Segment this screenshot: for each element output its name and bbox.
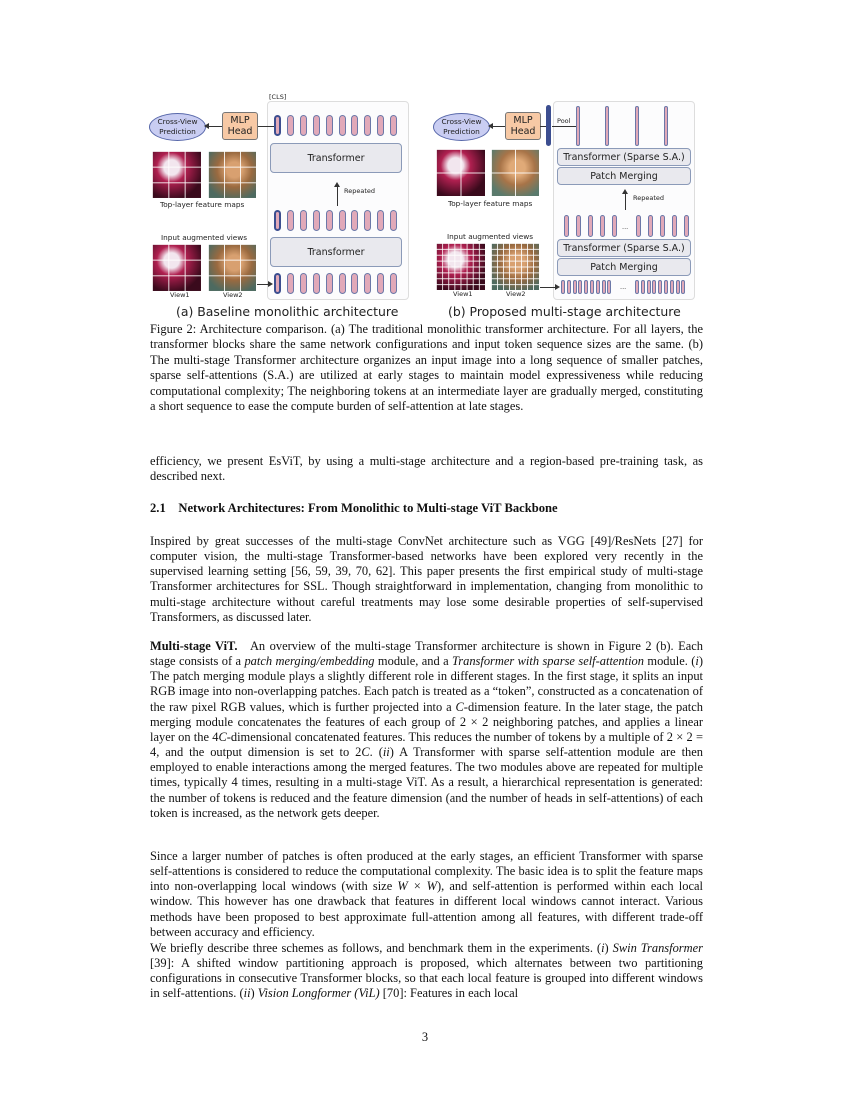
cls-token (274, 115, 281, 136)
token (339, 115, 346, 136)
token (561, 280, 565, 294)
mlp-head-box: MLP Head (222, 112, 258, 140)
text-segment: An overview of the multi-stage Transformer architecture is shown in Figure 2 (b). Each stage consists of a (150, 639, 704, 669)
cls-connector (258, 126, 274, 127)
emphasis-text: W × W (397, 879, 437, 894)
token (390, 115, 397, 136)
paragraph-intro (150, 454, 703, 484)
token (351, 115, 358, 136)
token (287, 273, 294, 294)
text-segment: Since a larger number of patches is often produced at the early stages, an efficient Transformer with sparse self-attentions is considered to reduce the computational complexity. The basic idea is to split the feature maps into non-overlapping local windows (with size (150, 849, 703, 894)
text-segment: ) (250, 986, 258, 1001)
repeated-arrow (337, 186, 338, 206)
arrowhead-up-icon (334, 182, 340, 187)
token (578, 280, 582, 294)
section-title: Network Architectures: From Monolithic to Multi-stage ViT Backbone (178, 501, 558, 515)
input-views-label: Input augmented views (447, 232, 534, 241)
emphasis-text: C (218, 729, 227, 744)
token (326, 115, 333, 136)
token (339, 273, 346, 294)
paragraph-inspired (150, 534, 703, 625)
token (326, 273, 333, 294)
token (596, 280, 600, 294)
pooled-token-bar (546, 105, 551, 146)
emphasis-text: patch merging/embedding (244, 654, 375, 669)
text-segment: Inspired by great successes of the multi-stage ConvNet architecture such as VGG [49]/ResNets [27] for computer vision, the multi-stage Transformer-based networks have been explored very recently in the supervised learning setting [56, 59, 39, 70, 62]. This paper presents the first empirical study of multi-stage Transformer architectures for SSL. Though straightforward in implementation, changing from monolithic to multi-stage architecture without careful treatments may lose some desirable properties of self-supervised Transformers, as discussed later. (150, 534, 703, 624)
transformer-block-top: Transformer (270, 143, 402, 173)
token (364, 115, 371, 136)
token (573, 280, 577, 294)
input-arrow (540, 287, 556, 288)
text-segment: [70]: Features in each local (379, 986, 519, 1001)
text-segment: module. ( (644, 654, 696, 669)
token (607, 280, 611, 294)
token (377, 210, 384, 231)
patch-grid-overlay (436, 243, 485, 290)
input-view2-image (491, 243, 539, 290)
ellipsis-bottom: ... (620, 283, 627, 291)
repeated-arrow (625, 193, 626, 210)
patch-grid-overlay (208, 244, 256, 291)
token (364, 210, 371, 231)
cls-label: [CLS] (269, 93, 287, 101)
transformer-block-bottom: Transformer (270, 237, 402, 267)
token (670, 280, 674, 294)
token (664, 280, 668, 294)
mlp-head-box: MLP Head (505, 112, 541, 140)
cross-view-prediction-node: Cross-View Prediction (149, 113, 206, 141)
emphasis-text: C (455, 699, 464, 714)
cross-view-prediction-node: Cross-View Prediction (433, 113, 490, 141)
text-segment: ) A Transformer with sparse self-attention module are then employed to enable interactions among the merged features. The two modules above are repeated for multiple times, typically 4 times, resulting in a multi-stage ViT. As a result, a hierarchical representation is generated: the number of tokens is reduced and the feature dimension (and the number of heads in self-attentions) of each token is increased, as the network gets deeper. (150, 745, 703, 820)
patch-merging-block-bottom: Patch Merging (557, 258, 691, 276)
emphasis-text: ii (243, 986, 251, 1001)
text-segment: We briefly describe three schemes as follows, and benchmark them in the experiments. ( (150, 941, 602, 955)
token (576, 215, 581, 237)
paragraph-schemes (150, 941, 703, 1002)
emphasis-text: C (361, 745, 370, 760)
token (635, 280, 639, 294)
token (652, 280, 656, 294)
token (313, 115, 320, 136)
token (584, 280, 588, 294)
patch-grid-overlay (152, 151, 201, 198)
patch-merging-block-top: Patch Merging (557, 167, 691, 185)
token (390, 210, 397, 231)
token (377, 273, 384, 294)
view1-label: View1 (170, 291, 190, 299)
text-segment: ) The patch merging module plays a slightly different role in different stages. In the first stage, it splits an input RGB image into non-overlapping patches. Each patch is treated as a “token”, constructed as a concatenation of the raw pixel RGB values, which is further projected into a (150, 654, 703, 714)
token (590, 280, 594, 294)
token (576, 106, 580, 146)
token (300, 210, 307, 231)
text-segment: [39]: A shifted window partitioning approach is proposed, which alternates between two partitioning configurations in consecutive Transformer blocks, so that each local feature is grouped into different windows in self-attentions. ( (150, 956, 703, 1001)
token (605, 106, 609, 146)
token (326, 210, 333, 231)
arrowhead-icon (268, 281, 273, 287)
patch-grid-overlay (436, 149, 485, 196)
repeated-label: Repeated (344, 187, 376, 195)
transformer-sparse-block-top: Transformer (Sparse S.A.) (557, 148, 691, 166)
text-segment: . ( (369, 745, 383, 760)
subcaption-b: (b) Proposed multi-stage architecture (448, 304, 681, 319)
token (564, 215, 569, 237)
view2-label: View2 (506, 290, 526, 298)
text-segment: -dimensional concatenated features. This reduces the number of tokens by a multiple of 2 × 2 = 4, and the output dimension is set to 2 (150, 729, 703, 760)
arrowhead-icon (488, 123, 493, 129)
token (364, 273, 371, 294)
token (300, 115, 307, 136)
figure-caption: Figure 2: Architecture comparison. (a) The traditional monolithic transformer architecture. For all layers, the transformer blocks share the same network configurations and input token sequence sizes are the same. (b) The multi-stage Transformer architecture organizes an input image into a long sequence of smaller patches, sparse self-attentions (S.A.) are utilized at early stages to maintain model expressiveness while reducing computational complexity; The neighboring tokens at an intermediate layer are gradually merged, constituting a short sequence to ease the compute burden of self-attention at late stages. (150, 322, 703, 414)
feature-map-view2-image (208, 151, 256, 198)
top-layer-label: Top-layer feature maps (448, 199, 533, 208)
patch-grid-overlay (208, 151, 256, 198)
token (664, 106, 668, 146)
page-number: 3 (421, 1030, 429, 1044)
token (635, 106, 639, 146)
emphasis-text: i (601, 941, 605, 955)
section-number: 2.1 (150, 501, 166, 515)
text-segment: ) (604, 941, 613, 955)
token (660, 215, 665, 237)
token (684, 215, 689, 237)
emphasis-text: i (695, 654, 699, 669)
text-segment: ), and self-attention is performed within each local window. This however has one drawback that features in different local windows cannot interact. Various methods have been proposed to best approximate full-attention among all features, with different trade-off between accuracy and efficiency. (150, 879, 703, 939)
arrowhead-up-icon (622, 189, 628, 194)
paragraph-multistage-vit (150, 639, 703, 821)
feature-map-view1-image (436, 149, 485, 196)
emphasis-text: Transformer with sparse self-attention (452, 654, 644, 669)
ellipsis-mid: ... (622, 223, 629, 231)
token (672, 215, 677, 237)
token (612, 215, 617, 237)
token (390, 273, 397, 294)
view2-label: View2 (223, 291, 243, 299)
token (676, 280, 680, 294)
paragraph-sparse-attention (150, 849, 703, 940)
token (339, 210, 346, 231)
input-views-label: Input augmented views (161, 233, 248, 242)
token (351, 273, 358, 294)
cls-token (274, 210, 281, 231)
view1-label: View1 (453, 290, 473, 298)
token (313, 210, 320, 231)
token (313, 273, 320, 294)
feature-map-view1-image (152, 151, 201, 198)
section-heading (150, 501, 703, 516)
text-segment: -dimension feature. In the later stage, the patch merging module concatenates the features of each group of 2 × 2 neighboring patches, and applies a linear layer on the 4 (150, 699, 703, 744)
input-view2-image (208, 244, 256, 291)
paragraph-heading: Multi-stage ViT. (150, 639, 238, 653)
token (658, 280, 662, 294)
subcaption-a: (a) Baseline monolithic architecture (176, 304, 399, 319)
text-segment: module, and a (374, 654, 453, 669)
token (681, 280, 685, 294)
token (641, 280, 645, 294)
pool-connector (552, 126, 576, 127)
arrowhead-icon (555, 284, 560, 290)
token (602, 280, 606, 294)
feature-map-view2-image (491, 149, 539, 196)
token (377, 115, 384, 136)
emphasis-text: Vision Longformer (ViL) (257, 986, 380, 1001)
token (287, 210, 294, 231)
token (636, 215, 641, 237)
emphasis-text: ii (382, 745, 390, 760)
top-layer-label: Top-layer feature maps (160, 200, 245, 209)
input-view1-image (436, 243, 485, 290)
token (567, 280, 571, 294)
token (647, 280, 651, 294)
repeated-label: Repeated (633, 194, 665, 202)
input-view1-image (152, 244, 201, 291)
transformer-sparse-block-bottom: Transformer (Sparse S.A.) (557, 239, 691, 257)
token (351, 210, 358, 231)
patch-grid-overlay (152, 244, 201, 291)
arrowhead-icon (204, 123, 209, 129)
cls-token (274, 273, 281, 294)
token (600, 215, 605, 237)
emphasis-text: Swin Transformer (612, 941, 703, 955)
token (648, 215, 653, 237)
patch-grid-overlay (491, 243, 539, 290)
token (588, 215, 593, 237)
token (300, 273, 307, 294)
token (287, 115, 294, 136)
pool-label: Pool (557, 117, 571, 125)
patch-grid-overlay (491, 149, 539, 196)
text-segment: efficiency, we present EsViT, by using a multi-stage architecture and a region-based pre-training task, as described next. (150, 454, 703, 484)
